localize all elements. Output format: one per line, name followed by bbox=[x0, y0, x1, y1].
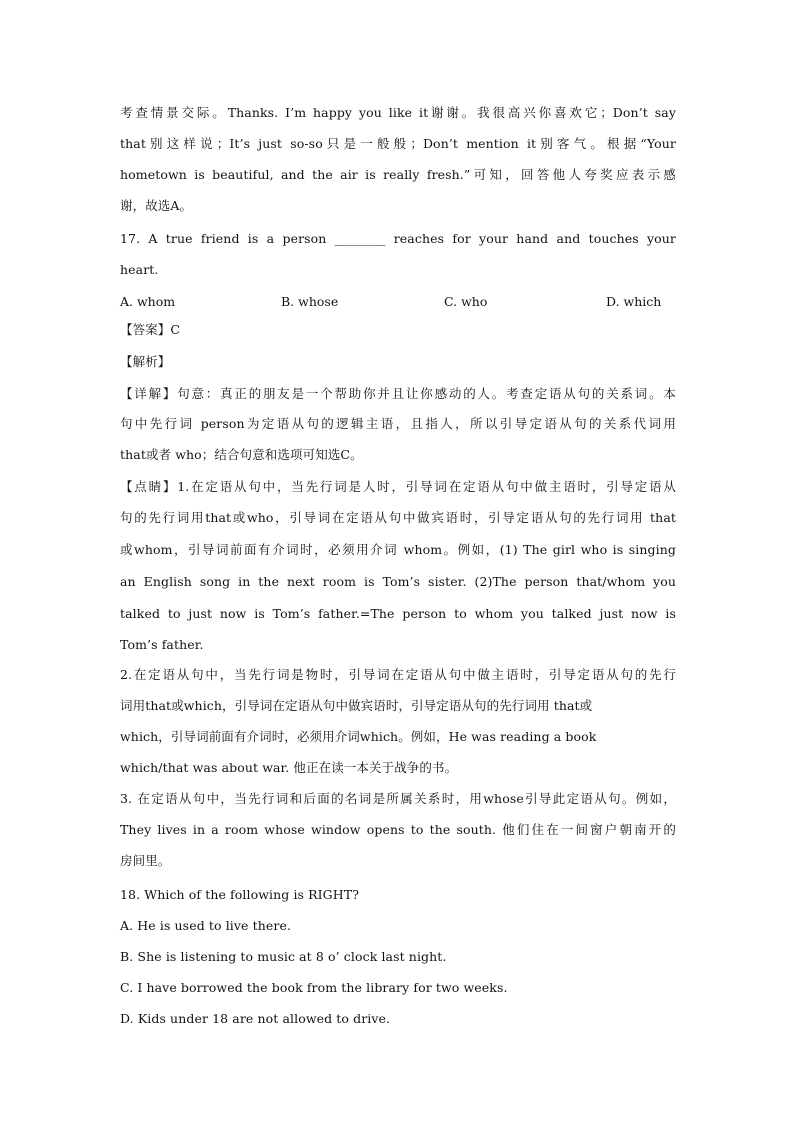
q17-tip-line-5: talked to just now is Tom’s father.=The person to whom you talked just now is bbox=[120, 606, 676, 621]
q17-stem-line-2: heart. bbox=[120, 262, 159, 277]
q18-option-a: A. He is used to live there. bbox=[120, 918, 292, 933]
q17-tip3-line-3: 房间里。 bbox=[120, 853, 171, 868]
q17-tip-line-3: 或whom，引导词前面有介词时，必须用介词 whom。例如，(1) The girl who is singing bbox=[120, 542, 676, 557]
q17-analysis-header: 【解析】 bbox=[120, 354, 171, 369]
q18-option-c: C. I have borrowed the book from the library for two weeks. bbox=[120, 980, 508, 995]
q16-explanation-line-4: 谢，故选A。 bbox=[120, 198, 193, 213]
q17-tip2-line-4: which/that was about war. 他正在读一本关于战争的书。 bbox=[120, 760, 458, 775]
q16-explanation-line-2: that别这样说；It’s just so-so只是一般般；Don’t mention it别客气。根据“Your bbox=[120, 136, 676, 151]
q17-stem-line-1: 17. A true friend is a person ________ reaches for your hand and touches your bbox=[120, 231, 676, 246]
q17-option-b: B. whose bbox=[281, 294, 339, 309]
q17-tip3-line-2: They lives in a room whose window opens to the south. 他们住在一间窗户朝南开的 bbox=[120, 822, 676, 837]
q16-explanation-line-3: hometown is beautiful, and the air is really fresh.”可知，回答他人夸奖应表示感 bbox=[120, 167, 676, 182]
q17-tip2-line-3: which，引导词前面有介词时，必须用介词which。例如，He was reading a book bbox=[120, 729, 597, 744]
q17-tip3-line-1: 3. 在定语从句中，当先行词和后面的名词是所属关系时，用whose引导此定语从句。例如， bbox=[120, 791, 676, 806]
q17-detail-line-1: 【详解】句意：真正的朋友是一个帮助你并且让你感动的人。考查定语从句的关系词。本 bbox=[120, 386, 676, 401]
q17-tip-line-4: an English song in the next room is Tom’s sister. (2)The person that/whom you bbox=[120, 574, 676, 589]
q17-answer: 【答案】C bbox=[120, 322, 181, 337]
q17-option-c: C. who bbox=[444, 294, 488, 309]
q17-tip-line-6: Tom’s father. bbox=[120, 637, 204, 652]
q17-tip-line-2: 句的先行词用that或who，引导词在定语从句中做宾语时，引导定语从句的先行词用 that bbox=[120, 510, 676, 525]
q16-explanation-line-1: 考查情景交际。Thanks. I’m happy you like it谢谢。我很高兴你喜欢它；Don’t say bbox=[120, 105, 676, 120]
q17-detail-line-3: that或者 who；结合句意和选项可知选C。 bbox=[120, 447, 363, 462]
q18-stem: 18. Which of the following is RIGHT? bbox=[120, 887, 360, 902]
q17-option-a: A. whom bbox=[120, 294, 176, 309]
q17-detail-line-2: 句中先行词 person为定语从句的逻辑主语，且指人，所以引导定语从句的关系代词用 bbox=[120, 416, 676, 431]
q18-option-d: D. Kids under 18 are not allowed to drive. bbox=[120, 1011, 391, 1026]
q17-tip2-line-1: 2.在定语从句中，当先行词是物时，引导词在定语从句中做主语时，引导定语从句的先行 bbox=[120, 667, 676, 682]
q17-option-d: D. which bbox=[606, 294, 662, 309]
q17-tip2-line-2: 词用that或which，引导词在定语从句中做宾语时，引导定语从句的先行词用 that或 bbox=[120, 698, 593, 713]
q18-option-b: B. She is listening to music at 8 o’ clock last night. bbox=[120, 949, 447, 964]
q17-tip-line-1: 【点睛】1.在定语从句中，当先行词是人时，引导词在定语从句中做主语时，引导定语从 bbox=[120, 479, 676, 494]
